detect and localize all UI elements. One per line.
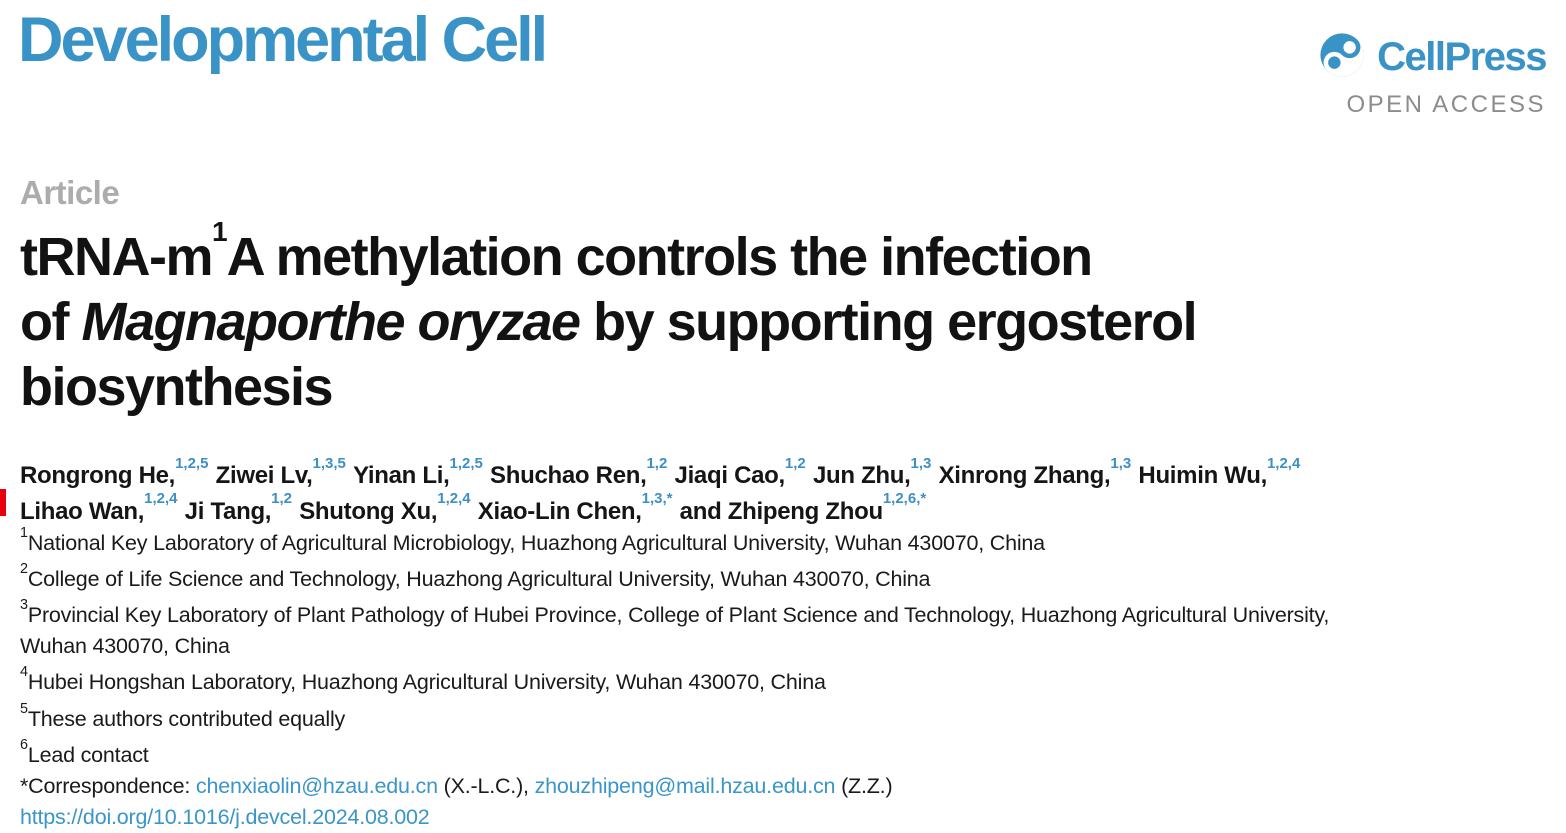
author-name: Ji Tang, — [184, 497, 272, 525]
author — [184, 490, 293, 525]
author-affil-superscript: 1,2 — [784, 454, 806, 472]
correspondence-email-1[interactable]: chenxiaolin@hzau.edu.cn — [195, 773, 438, 798]
footnote-equal-contribution — [20, 699, 1550, 735]
affiliation-text-continued: Wuhan 430070, China — [20, 634, 230, 659]
footnote-superscript: 6 — [20, 736, 28, 753]
author-affil-superscript: 1,2 — [646, 454, 668, 472]
author-affil-superscript: 1,3,5 — [312, 454, 346, 472]
author-affil-superscript: 1,2,6,* — [882, 490, 927, 508]
correspondence-line — [20, 771, 1550, 802]
author-affil-superscript: 1,2,4 — [144, 490, 178, 508]
title-line1-pre: tRNA-m — [20, 227, 212, 287]
author-name: Lihao Wan, — [20, 497, 145, 525]
author — [20, 490, 178, 525]
affiliation-3 — [20, 595, 1550, 662]
doi-line — [20, 802, 1550, 833]
article-kicker: Article — [20, 174, 120, 211]
author-name: Yinan Li, — [353, 462, 450, 489]
author-line-1 — [20, 455, 1300, 491]
title-superscript: 1 — [211, 215, 227, 247]
affiliation-1 — [20, 523, 1550, 559]
author-affil-superscript: 1,2,4 — [1266, 454, 1301, 472]
affiliation-text: National Key Laboratory of Agricultural Microbiology, Huazhong Agricultural University, Wuhan 430070, China — [27, 531, 1045, 556]
author-name: Rongrong He, — [20, 462, 176, 489]
author — [1138, 454, 1301, 489]
affiliation-text: College of Life Science and Technology, Huazhong Agricultural University, Wuhan 430070, China — [27, 567, 931, 592]
margin-marker — [0, 489, 6, 516]
affiliation-superscript: 3 — [20, 597, 28, 614]
author-name: Shutong Xu, — [299, 497, 438, 525]
author-affil-superscript: 1,2 — [271, 490, 293, 508]
author — [938, 454, 1132, 489]
author — [812, 454, 932, 489]
affiliations-block — [20, 523, 1550, 833]
author-name: Jiaqi Cao, — [674, 462, 785, 489]
open-access-label: OPEN ACCESS — [1346, 91, 1546, 118]
author-affil-superscript: 1,2,4 — [437, 490, 471, 508]
author — [477, 490, 673, 525]
affiliation-text: Hubei Hongshan Laboratory, Huazhong Agricultural University, Wuhan 430070, China — [27, 670, 826, 695]
correspondence-initials-2: (Z.Z.) — [835, 773, 893, 798]
author — [353, 454, 483, 489]
correspondence-label: *Correspondence: — [20, 773, 196, 798]
affiliation-2 — [20, 559, 1550, 595]
author — [215, 454, 346, 489]
author — [299, 490, 471, 525]
author-affil-superscript: 1,2,5 — [449, 454, 483, 472]
title-species-italic: Magnaporthe oryzae — [81, 292, 580, 352]
affiliation-superscript: 4 — [20, 664, 28, 681]
author-affil-superscript: 1,3 — [910, 454, 932, 472]
author-line-2 — [20, 491, 1300, 527]
author — [674, 454, 806, 489]
author-name: and Zhipeng Zhou — [679, 497, 883, 525]
affiliation-text: Provincial Key Laboratory of Plant Pathology of Hubei Province, College of Plant Science and Technology, Huazhong Agricultural University, — [27, 603, 1330, 628]
footnote-lead-contact — [20, 735, 1550, 771]
cellpress-wordmark: CellPress — [1377, 35, 1546, 79]
affiliation-superscript: 1 — [20, 524, 28, 541]
doi-link[interactable]: https://doi.org/10.1016/j.devcel.2024.08.002 — [20, 804, 430, 829]
title-line3: biosynthesis — [20, 357, 333, 417]
publisher-logo-block — [1315, 28, 1546, 119]
journal-masthead: Developmental Cell — [18, 5, 546, 75]
author-list — [20, 455, 1300, 526]
affiliation-superscript: 2 — [20, 561, 28, 578]
footnote-superscript: 5 — [20, 700, 28, 717]
cellpress-mark-icon — [1315, 28, 1369, 87]
author-name: Jun Zhu, — [812, 462, 911, 489]
author-affil-superscript: 1,3 — [1110, 454, 1132, 472]
author — [20, 454, 209, 489]
paper-title — [20, 214, 1490, 420]
title-line1-post: A methylation controls the infection — [226, 227, 1092, 287]
author-name: Shuchao Ren, — [490, 462, 647, 489]
author — [490, 454, 668, 489]
author-name: Huimin Wu, — [1138, 462, 1267, 489]
title-line2-post: by supporting ergosterol — [579, 292, 1197, 352]
footnote-text: Lead contact — [27, 742, 149, 767]
correspondence-email-2[interactable]: zhouzhipeng@mail.hzau.edu.cn — [534, 773, 836, 798]
author — [679, 490, 927, 525]
correspondence-initials-1: (X.-L.C.), — [437, 773, 535, 798]
author-name: Xiao-Lin Chen, — [477, 497, 642, 525]
author-name: Ziwei Lv, — [215, 462, 313, 489]
author-affil-superscript: 1,3,* — [641, 490, 673, 508]
affiliation-4 — [20, 662, 1550, 698]
title-line2-pre: of — [20, 292, 82, 352]
author-affil-superscript: 1,2,5 — [175, 454, 209, 472]
author-name: Xinrong Zhang, — [938, 462, 1111, 489]
footnote-text: These authors contributed equally — [27, 706, 346, 731]
